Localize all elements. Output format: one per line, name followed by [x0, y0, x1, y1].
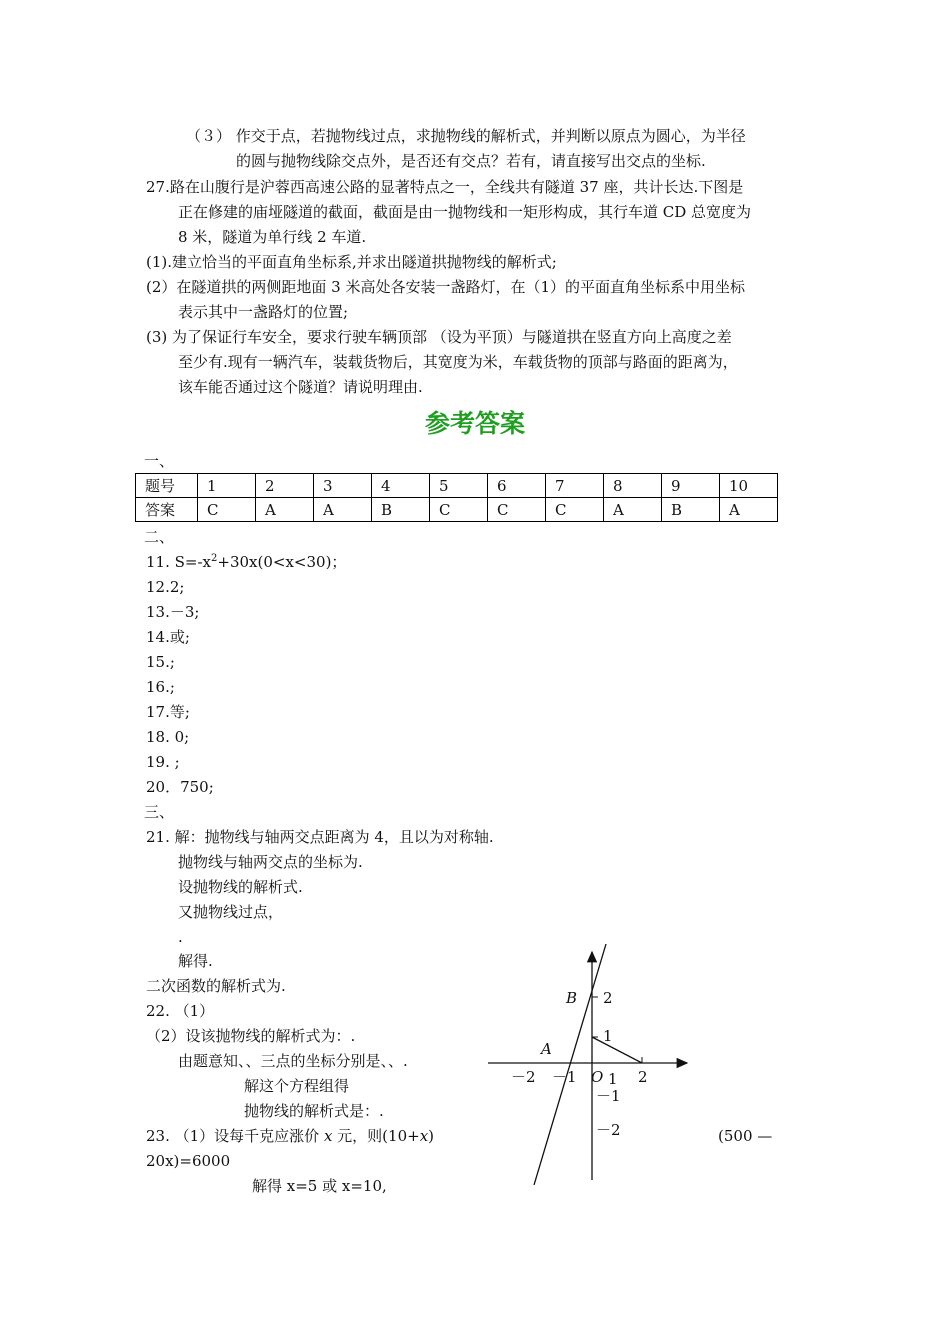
answer-23-line1-right: (500 —	[718, 1127, 773, 1145]
answer-11	[146, 552, 346, 572]
section-2-heading: 二、	[144, 528, 175, 546]
answer-23-var-x: x	[323, 1127, 333, 1145]
q27-part2-line2: 表示其中一盏路灯的位置;	[178, 303, 349, 321]
answer-21-line1: 21. 解：抛物线与轴两交点距离为 4，且以为对称轴.	[146, 828, 494, 846]
answer-cell: A	[256, 498, 314, 522]
answer-22-line4: 解这个方程组得	[244, 1077, 350, 1095]
number-cell: 5	[430, 474, 488, 498]
answer-23-line1	[146, 1126, 434, 1146]
point-label-a: A	[541, 1040, 552, 1058]
answer-17: 17.等;	[146, 703, 190, 721]
answer-21-line7: 二次函数的解析式为.	[146, 977, 286, 995]
number-cell: 8	[604, 474, 662, 498]
answer-11-prefix: 11. S=-x	[146, 553, 211, 571]
answer-cell: C	[546, 498, 604, 522]
number-cell: 10	[720, 474, 778, 498]
number-cell: 7	[546, 474, 604, 498]
y-tick-label-neg2: －2	[596, 1121, 621, 1139]
answer-16: 16.;	[146, 678, 175, 696]
answer-11-exponent: 2	[211, 553, 218, 564]
answer-23-var-x-2: x	[419, 1127, 429, 1145]
x-tick-label-2: 2	[638, 1068, 648, 1086]
y-tick-label-neg1: －1	[596, 1087, 621, 1105]
point-label-b: B	[566, 989, 578, 1007]
answer-21-line6: 解得.	[178, 952, 213, 970]
answer-title: 参考答案	[424, 409, 525, 438]
number-cell: 1	[198, 474, 256, 498]
origin-label: O	[591, 1068, 604, 1086]
number-cell: 9	[662, 474, 720, 498]
answer-20: 20．750;	[146, 778, 214, 796]
answer-22-line1: 22. （1）	[146, 1002, 215, 1020]
answer-22-line3: 由题意知、、三点的坐标分别是、、.	[178, 1052, 408, 1070]
segment	[592, 1037, 642, 1063]
answer-23-mid: 元，则(10+	[332, 1127, 420, 1145]
q27-part3-line2: 至少有.现有一辆汽车，装载货物后，其宽度为米，车载货物的顶部与路面的距离为，	[178, 353, 738, 371]
y-tick-label-1: 1	[603, 1027, 613, 1045]
answer-22-line2: （2）设该抛物线的解析式为：.	[146, 1027, 356, 1045]
answer-18: 18. 0;	[146, 728, 190, 746]
answer-23-prefix: 23. （1）设每千克应涨价	[146, 1127, 324, 1145]
y-tick-label-2: 2	[603, 989, 613, 1007]
answer-cell: C	[430, 498, 488, 522]
answer-22-line5: 抛物线的解析式是：.	[244, 1102, 384, 1120]
answer-cell: B	[662, 498, 720, 522]
q27-part3-line3: 该车能否通过这个隧道？请说明理由.	[178, 378, 423, 396]
q26-part3-line2: 的圆与抛物线除交点外，是否还有交点？若有，请直接写出交点的坐标.	[236, 152, 706, 170]
answer-21-line3: 设抛物线的解析式.	[178, 878, 303, 896]
q27-part2-line1: (2）在隧道拱的两侧距地面 3 米高处各安装一盏路灯，在（1）的平面直角坐标系中用坐标	[146, 278, 746, 296]
q26-part3-line1: （３） 作交于点，若抛物线过点，求抛物线的解析式，并判断以原点为圆心，为半径	[186, 127, 746, 145]
answer-14: 14.或;	[146, 628, 190, 646]
q27-line3: 8 米，隧道为单行线 2 车道.	[178, 228, 367, 246]
answer-cell: C	[488, 498, 546, 522]
section-1-heading: 一、	[144, 452, 175, 470]
answer-header-cell: 答案	[136, 498, 198, 522]
q27-part1: (1).建立恰当的平面直角坐标系,并求出隧道拱抛物线的解析式;	[146, 253, 557, 271]
answer-table-number-row	[136, 474, 778, 498]
answer-cell: B	[372, 498, 430, 522]
number-cell: 4	[372, 474, 430, 498]
q27-part3-line1: (3) 为了保证行车安全，要求行驶车辆顶部 （设为平顶）与隧道拱在竖直方向上高度之差	[146, 328, 732, 346]
answer-cell: A	[720, 498, 778, 522]
answer-23-line2: 20x)=6000	[146, 1152, 231, 1170]
answer-cell: A	[314, 498, 372, 522]
answer-cell: A	[604, 498, 662, 522]
answer-21-line5: .	[178, 928, 183, 946]
answer-23-line3: 解得 x=5 或 x=10,	[252, 1177, 387, 1195]
answer-13: 13.－3;	[146, 603, 200, 621]
x-tick-label-neg1: －1	[552, 1068, 577, 1086]
answer-23-end: )	[428, 1127, 435, 1145]
answer-cell: C	[198, 498, 256, 522]
line-ab	[534, 944, 606, 1185]
number-cell: 2	[256, 474, 314, 498]
answer-21-line2: 抛物线与轴两交点的坐标为.	[178, 853, 363, 871]
number-header-cell: 题号	[136, 474, 198, 498]
q27-line2: 正在修建的庙垭隧道的截面，截面是由一抛物线和一矩形构成，其行车道 CD 总宽度为	[178, 203, 752, 221]
x-tick-label-neg2: －2	[511, 1068, 536, 1086]
answer-19: 19. ;	[146, 753, 180, 771]
answer-15: 15.;	[146, 653, 175, 671]
coordinate-graph	[480, 940, 700, 1185]
number-cell: 6	[488, 474, 546, 498]
answer-21-line4: 又抛物线过点，	[178, 903, 284, 921]
answer-table-answer-row	[136, 498, 778, 522]
answer-table	[135, 473, 778, 522]
x-tick-label-1: 1	[608, 1070, 618, 1088]
q27-line1: 27.路在山腹行是沪蓉西高速公路的显著特点之一，全线共有隧道 37 座，共计长达.下图是	[146, 178, 744, 196]
answer-11-suffix: +30x(0<x<30)；	[217, 553, 347, 571]
section-3-heading: 三、	[144, 803, 175, 821]
answer-12: 12.2;	[146, 578, 185, 596]
number-cell: 3	[314, 474, 372, 498]
